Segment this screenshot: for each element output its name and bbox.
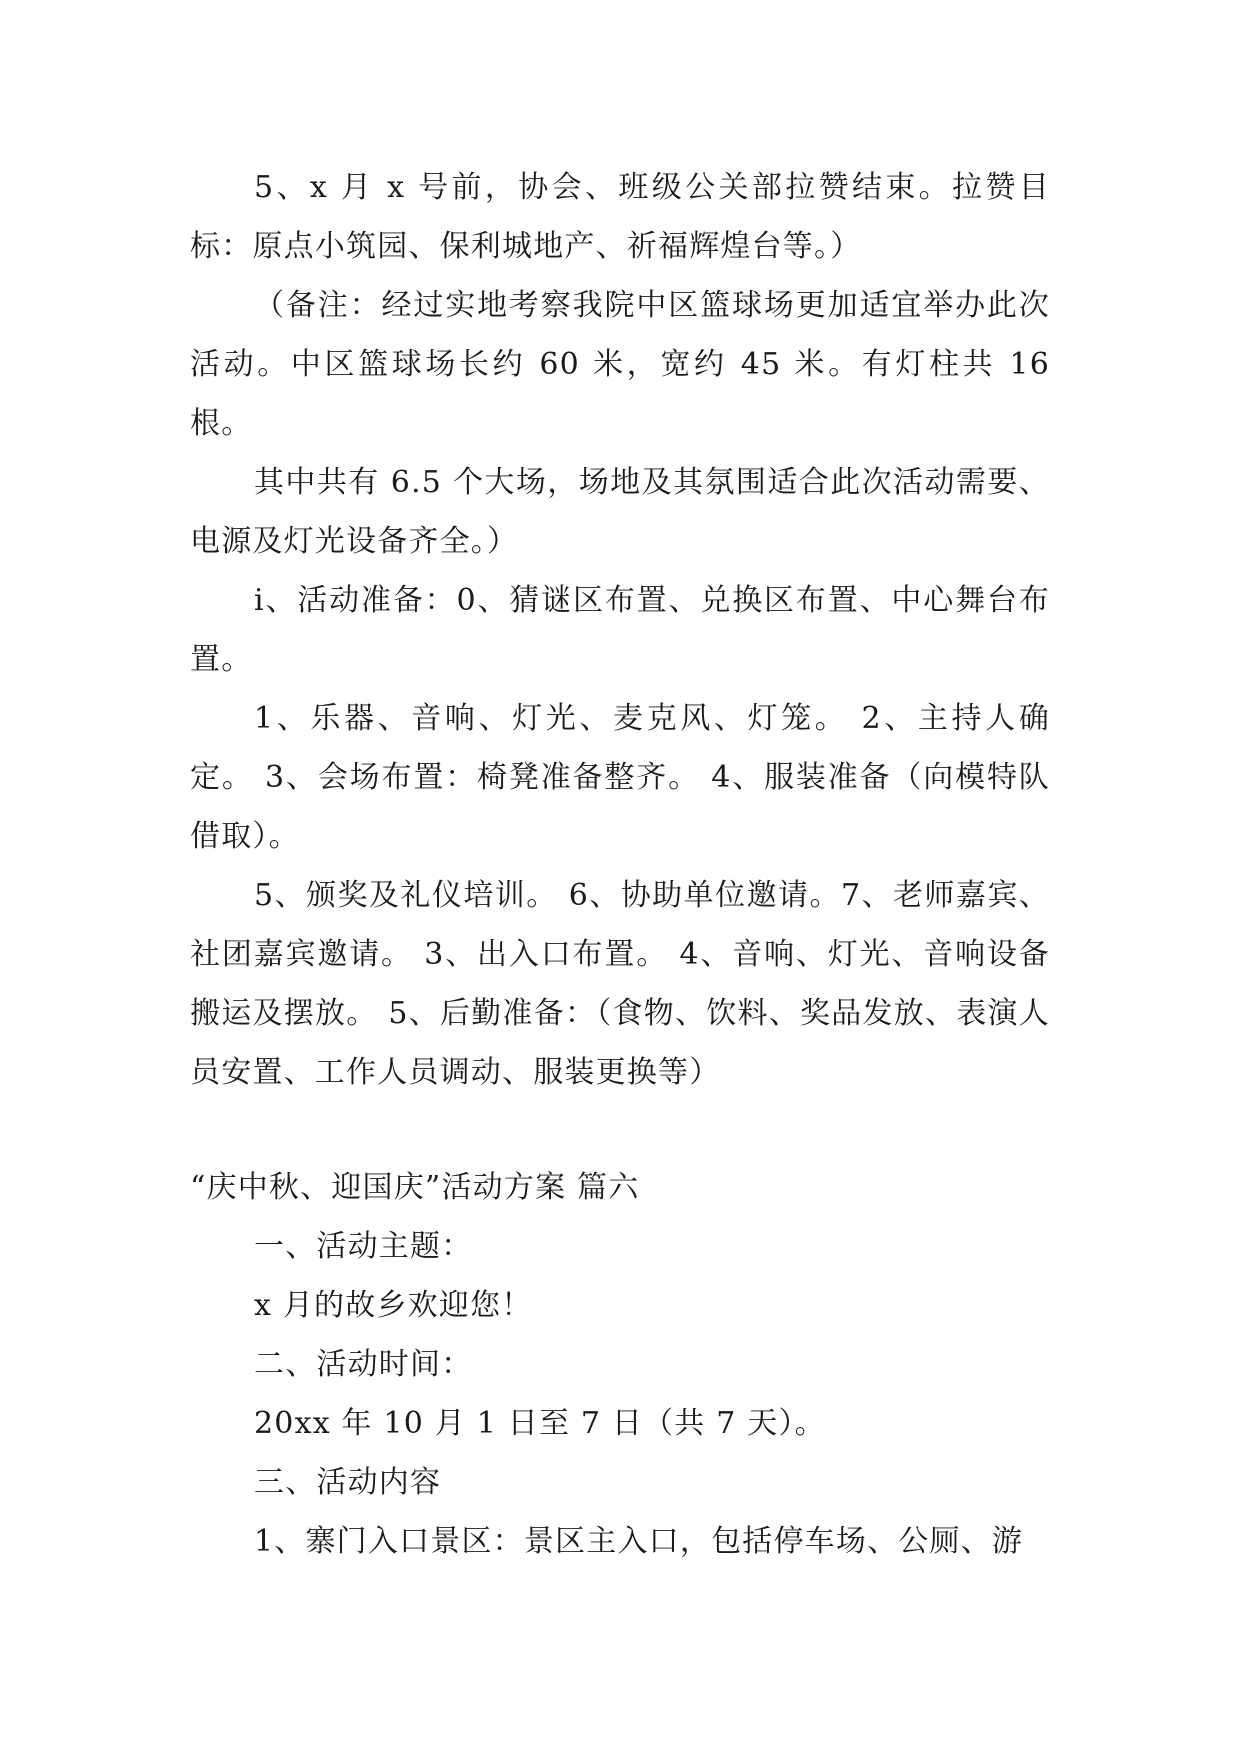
paragraph-venue-note: （备注：经过实地考察我院中区篮球场更加适宜举办此次活动。中区篮球场长约 60 米，宽约 45 米。有灯柱共 16 根。	[190, 288, 1050, 441]
paragraph-time-label: 二、活动时间：	[254, 1347, 473, 1382]
paragraph-equipment-list: 1、乐器、音响、灯光、麦克风、灯笼。 2、主持人确定。 3、会场布置：椅凳准备整齐。 4、服装准备（向模特队借取）。	[190, 701, 1050, 854]
paragraph-content-item-1: 1、寨门入口景区：景区主入口，包括停车场、公厕、游	[254, 1524, 1024, 1559]
paragraph-theme-value: x 月的故乡欢迎您！	[254, 1288, 533, 1323]
paragraph-time-value: 20xx 年 10 月 1 日至 7 日（共 7 天）。	[254, 1406, 826, 1441]
paragraph-theme-label: 一、活动主题：	[254, 1229, 473, 1264]
document-page	[190, 158, 1050, 1571]
paragraph-sponsorship: 5、x 月 x 号前，协会、班级公关部拉赞结束。拉赞目标：原点小筑园、保利城地产、祈福辉煌台等。）	[190, 170, 1050, 264]
paragraph-venue-fields: 其中共有 6.5 个大场，场地及其氛围适合此次活动需要、电源及灯光设备齐全。）	[190, 465, 1050, 559]
paragraph-preparation: i、活动准备：0、猜谜区布置、兑换区布置、中心舞台布置。	[190, 583, 1050, 677]
paragraph-logistics-list: 5、颁奖及礼仪培训。 6、协助单位邀请。7、老师嘉宾、社团嘉宾邀请。 3、出入口布置。 4、音响、灯光、音响设备搬运及摆放。 5、后勤准备：（食物、饮料、奖品发放、表演人员安置、工作人员调动、服装更换等）	[190, 878, 1050, 1090]
paragraph-content-label: 三、活动内容	[254, 1465, 442, 1500]
section-heading: “庆中秋、迎国庆”活动方案 篇六	[190, 1170, 640, 1205]
